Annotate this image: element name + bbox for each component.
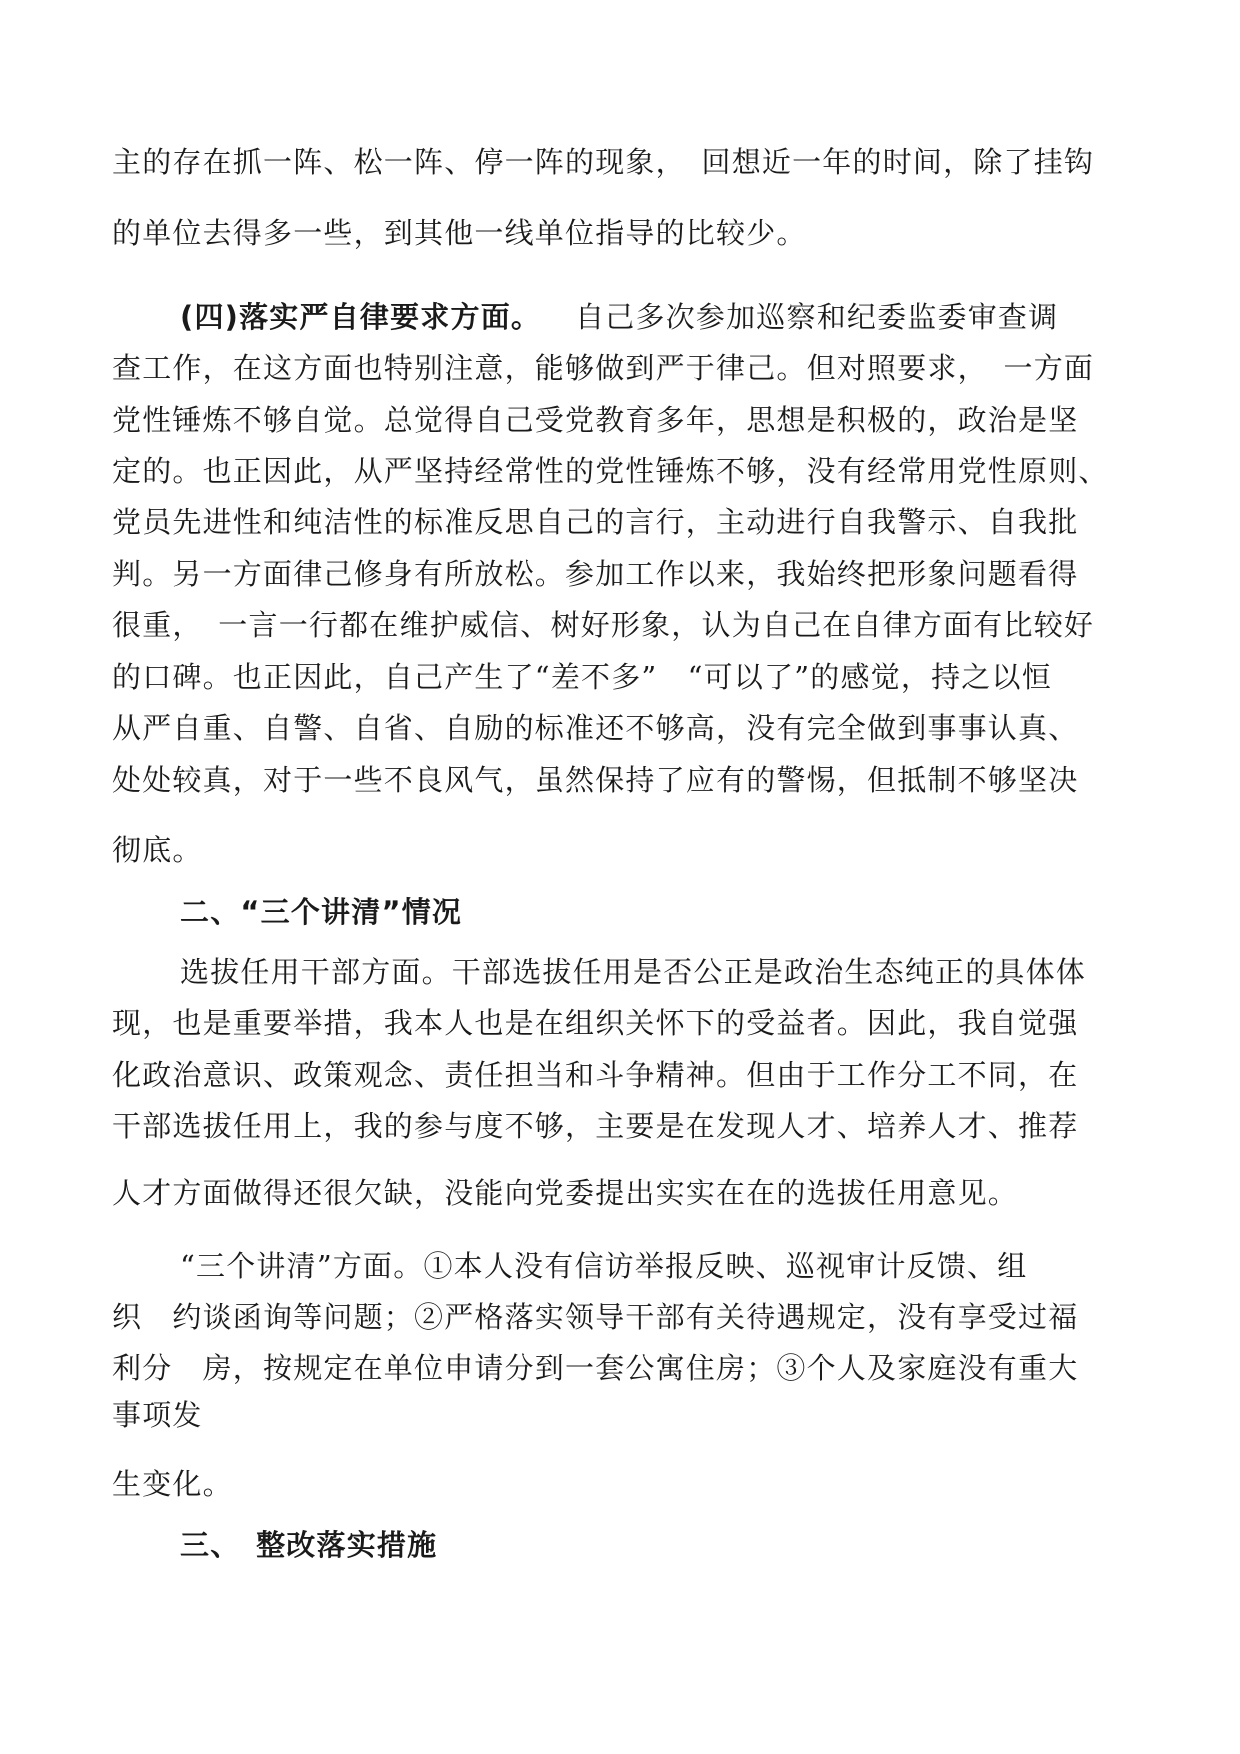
paragraph-line: 彻底。 bbox=[112, 833, 203, 867]
paragraph-line: 选拔任用干部方面。干部选拔任用是否公正是政治生态纯正的具体体 bbox=[180, 955, 1087, 989]
paragraph-line: “三个讲清”方面。①本人没有信访举报反映、巡视审计反馈、组 bbox=[180, 1249, 1028, 1283]
paragraph-line: 的单位去得多一些，到其他一线单位指导的比较少。 bbox=[112, 216, 807, 250]
paragraph-line: 党员先进性和纯洁性的标准反思自己的言行，主动进行自我警示、自我批 bbox=[112, 505, 1079, 539]
section-heading-4: (四)落实严自律要求方面。 bbox=[180, 300, 542, 334]
paragraph-line: 利分 房，按规定在单位申请分到一套公寓住房；③个人及家庭没有重大 bbox=[112, 1351, 1079, 1385]
paragraph-line: 干部选拔任用上，我的参与度不够，主要是在发现人才、培养人才、推荐 bbox=[112, 1109, 1079, 1143]
paragraph-line: 事项发 bbox=[112, 1398, 203, 1432]
paragraph-line: 化政治意识、政策观念、责任担当和斗争精神。但由于工作分工不同，在 bbox=[112, 1058, 1079, 1092]
paragraph-line: 织 约谈函询等问题；②严格落实领导干部有关待遇规定，没有享受过福 bbox=[112, 1300, 1079, 1334]
paragraph-line: 的口碑。也正因此，自己产生了“差不多” “可以了”的感觉，持之以恒 bbox=[112, 660, 1052, 694]
paragraph-line: 很重， 一言一行都在维护威信、树好形象，认为自己在自律方面有比较好 bbox=[112, 608, 1095, 642]
paragraph-line bbox=[180, 298, 1132, 336]
paragraph-line: 处处较真，对于一些不良风气，虽然保持了应有的警惕，但抵制不够坚决 bbox=[112, 763, 1079, 797]
section-heading-2: 二、“三个讲清”情况 bbox=[180, 895, 463, 929]
paragraph-line: 定的。也正因此，从严坚持经常性的党性锤炼不够，没有经常用党性原则、 bbox=[112, 454, 1109, 488]
paragraph-line: 现，也是重要举措，我本人也是在组织关怀下的受益者。因此，我自觉强 bbox=[112, 1006, 1079, 1040]
paragraph-line: 判。另一方面律己修身有所放松。参加工作以来，我始终把形象问题看得 bbox=[112, 557, 1079, 591]
paragraph-line: 从严自重、自警、自省、自励的标准还不够高，没有完全做到事事认真、 bbox=[112, 711, 1079, 745]
paragraph-line: 生变化。 bbox=[112, 1467, 233, 1501]
paragraph-line: 查工作，在这方面也特别注意，能够做到严于律己。但对照要求， 一方面 bbox=[112, 351, 1095, 385]
paragraph-line: 党性锤炼不够自觉。总觉得自己受党教育多年，思想是积极的，政治是坚 bbox=[112, 403, 1079, 437]
paragraph-text: 自己多次参加巡察和纪委监委审查调 bbox=[575, 300, 1059, 334]
paragraph-line: 人才方面做得还很欠缺，没能向党委提出实实在在的选拔任用意见。 bbox=[112, 1176, 1019, 1210]
paragraph-line: 主的存在抓一阵、松一阵、停一阵的现象， 回想近一年的时间，除了挂钩 bbox=[112, 145, 1095, 179]
section-heading-3: 三、 整改落实措施 bbox=[180, 1528, 438, 1562]
